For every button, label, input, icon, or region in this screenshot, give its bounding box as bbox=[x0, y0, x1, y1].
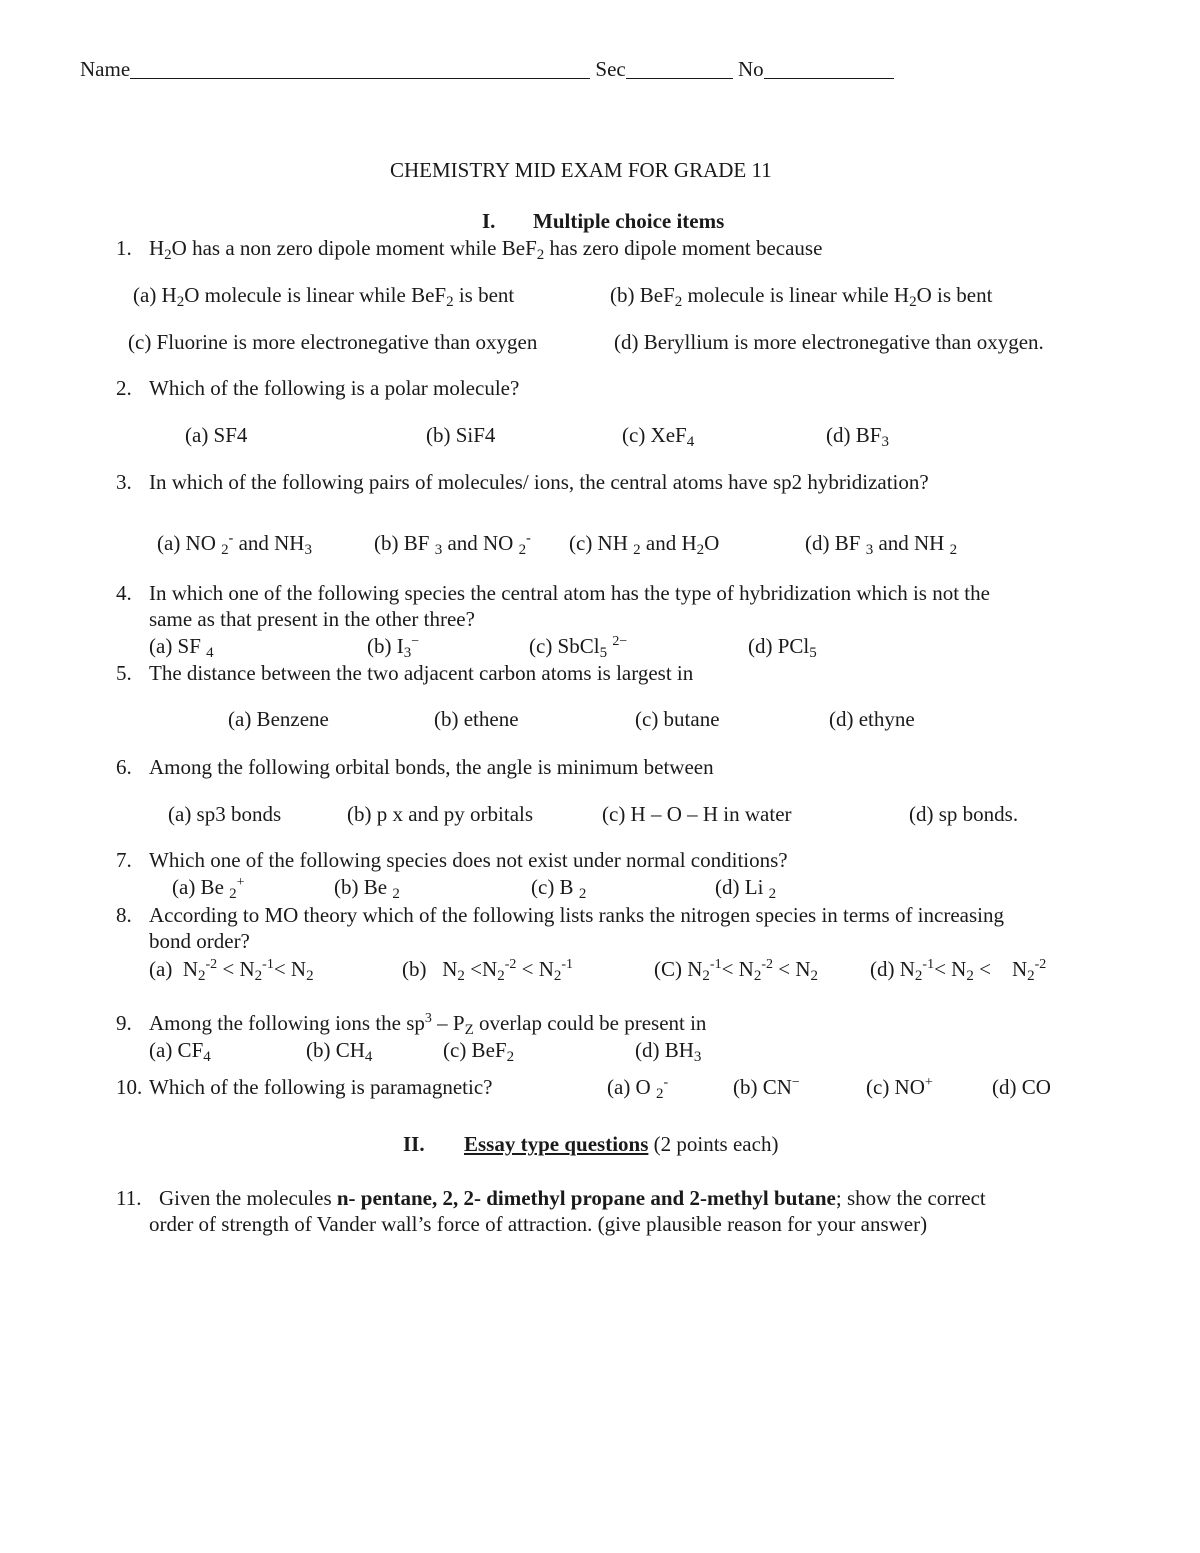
q7-option-a[interactable]: (a) Be $_2$+ bbox=[172, 875, 245, 902]
q8-line1: According to MO theory which of the following lists ranks the nitrogen species in terms of increasing bbox=[149, 903, 1004, 927]
q2-option-b[interactable]: (b) SiF4 bbox=[426, 423, 496, 447]
q2-option-d[interactable]: (d) $BF_3$ bbox=[826, 423, 889, 450]
q2-num: 2. bbox=[116, 376, 132, 400]
q10-option-a[interactable]: (a) O $_2$- bbox=[607, 1075, 669, 1102]
q4-line1: In which one of the following species the central atom has the type of hybridization which is not the bbox=[149, 581, 990, 605]
q2-option-a[interactable]: (a) SF4 bbox=[185, 423, 248, 447]
q9-num: 9. bbox=[116, 1011, 132, 1035]
q3-option-b[interactable]: (b) BF $_3$ and NO $_2$- bbox=[374, 531, 531, 558]
no-blank[interactable] bbox=[764, 58, 894, 79]
q3-option-d[interactable]: (d) BF $_3$ and NH $_2$ bbox=[805, 531, 958, 558]
section1-title: Multiple choice items bbox=[533, 209, 725, 233]
q5-option-a[interactable]: (a) Benzene bbox=[228, 707, 329, 731]
q1-text: $H_2O$ has a non zero dipole moment while BeF$_2$ has zero dipole moment because bbox=[149, 236, 823, 263]
q4-num: 4. bbox=[116, 581, 132, 605]
no-label: No bbox=[737, 57, 764, 81]
q3-option-a[interactable]: (a) NO $_2$- and $NH_3$ bbox=[157, 531, 312, 558]
q7-option-b[interactable]: (b) Be $_2$ bbox=[334, 875, 400, 902]
q1-option-d[interactable]: (d) Beryllium is more electronegative than oxygen. bbox=[614, 330, 1044, 354]
page-title: CHEMISTRY MID EXAM FOR GRADE 11 bbox=[390, 158, 772, 182]
name-blank[interactable] bbox=[130, 58, 590, 79]
q4-option-a[interactable]: (a) SF $_4$ bbox=[149, 634, 214, 661]
q2-text: Which of the following is a polar molecule? bbox=[149, 376, 520, 400]
q6-option-b[interactable]: (b) p x and py orbitals bbox=[347, 802, 534, 826]
name-label: Name bbox=[80, 57, 131, 81]
q6-num: 6. bbox=[116, 755, 132, 779]
q1-num: 1. bbox=[116, 236, 132, 260]
q8-option-b[interactable]: (b) $N_2 <N_2^{-2} < N_2^{-1}$ bbox=[402, 957, 574, 984]
q5-text: The distance between the two adjacent carbon atoms is largest in bbox=[149, 661, 694, 685]
q9-text: Among the following ions the $sp^3 - P_Z$ overlap could be present in bbox=[149, 1011, 707, 1038]
q8-option-a[interactable]: (a) $N_2^{-2} < N_2^{-1}< N_2$ bbox=[149, 957, 314, 984]
q9-option-d[interactable]: (d) $BH_3$ bbox=[635, 1038, 702, 1065]
q11-line1: Given the molecules n- pentane, 2, 2- dimethyl propane and 2-methyl butane; show the correct bbox=[159, 1186, 986, 1210]
q10-option-b[interactable]: (b) CN− bbox=[733, 1075, 800, 1099]
q5-option-b[interactable]: (b) ethene bbox=[434, 707, 519, 731]
q1-option-b[interactable]: (b) BeF$_2$ molecule is linear while $H_2O$ is bent bbox=[610, 283, 993, 310]
q5-option-d[interactable]: (d) ethyne bbox=[829, 707, 915, 731]
q4-line2: same as that present in the other three? bbox=[149, 607, 475, 631]
q8-option-d[interactable]: (d) $N_2^{-1}< N_2$ < $N_2^{-2}$ bbox=[870, 957, 1047, 984]
q10-option-d[interactable]: (d) CO bbox=[992, 1075, 1051, 1099]
q8-option-c[interactable]: (C) $N_2^{-1}< N_2^{-2} < N_2$ bbox=[654, 957, 819, 984]
header-line bbox=[80, 56, 894, 82]
q10-num: 10. bbox=[116, 1075, 143, 1099]
q2-option-c[interactable]: (c) XeF$_4$ bbox=[622, 423, 695, 450]
q5-num: 5. bbox=[116, 661, 132, 685]
q3-num: 3. bbox=[116, 470, 132, 494]
q1-option-a[interactable]: (a) $H_2O$ molecule is linear while BeF$_2$ is bent bbox=[133, 283, 515, 310]
section1-num: I. bbox=[482, 209, 496, 233]
section2-num: II. bbox=[403, 1132, 425, 1156]
q11-num: 11. bbox=[116, 1186, 142, 1210]
q7-text: Which one of the following species does not exist under normal conditions? bbox=[149, 848, 788, 872]
sec-blank[interactable] bbox=[626, 58, 733, 79]
q10-option-c[interactable]: (c) NO+ bbox=[866, 1075, 933, 1099]
q4-option-d[interactable]: (d) PCl$_5$ bbox=[748, 634, 817, 661]
q7-num: 7. bbox=[116, 848, 132, 872]
q9-option-b[interactable]: (b) $CH_4$ bbox=[306, 1038, 373, 1065]
section2-title: Essay type questions bbox=[464, 1132, 649, 1156]
q8-num: 8. bbox=[116, 903, 132, 927]
q9-option-a[interactable]: (a) $CF_4$ bbox=[149, 1038, 211, 1065]
section2-points: (2 points each) bbox=[648, 1132, 779, 1156]
q3-option-c[interactable]: (c) NH $_2$ and $H_2O$ bbox=[569, 531, 720, 558]
q7-option-c[interactable]: (c) B $_2$ bbox=[531, 875, 587, 902]
q4-option-b[interactable]: (b) $I_3^-$ bbox=[367, 634, 420, 661]
q11-line2: order of strength of Vander wall’s force of attraction. (give plausible reason for your answer) bbox=[149, 1212, 928, 1236]
q5-option-c[interactable]: (c) butane bbox=[635, 707, 720, 731]
q3-text: In which of the following pairs of molecules/ ions, the central atoms have sp2 hybridization? bbox=[149, 470, 929, 494]
q1-option-c[interactable]: (c) Fluorine is more electronegative than oxygen bbox=[128, 330, 538, 354]
q6-option-d[interactable]: (d) sp bonds. bbox=[909, 802, 1019, 826]
section2-heading bbox=[464, 1131, 778, 1157]
q6-option-c[interactable]: (c) H – O – H in water bbox=[602, 802, 792, 826]
sec-label: Sec bbox=[595, 57, 626, 81]
q7-option-d[interactable]: (d) Li $_2$ bbox=[715, 875, 777, 902]
q10-text: Which of the following is paramagnetic? bbox=[149, 1075, 493, 1099]
q8-line2: bond order? bbox=[149, 929, 250, 953]
q6-option-a[interactable]: (a) sp3 bonds bbox=[168, 802, 282, 826]
q4-option-c[interactable]: (c) SbCl$_5$ $^{2-}$ bbox=[529, 634, 628, 661]
q6-text: Among the following orbital bonds, the angle is minimum between bbox=[149, 755, 714, 779]
q9-option-c[interactable]: (c) BeF$_2$ bbox=[443, 1038, 515, 1065]
